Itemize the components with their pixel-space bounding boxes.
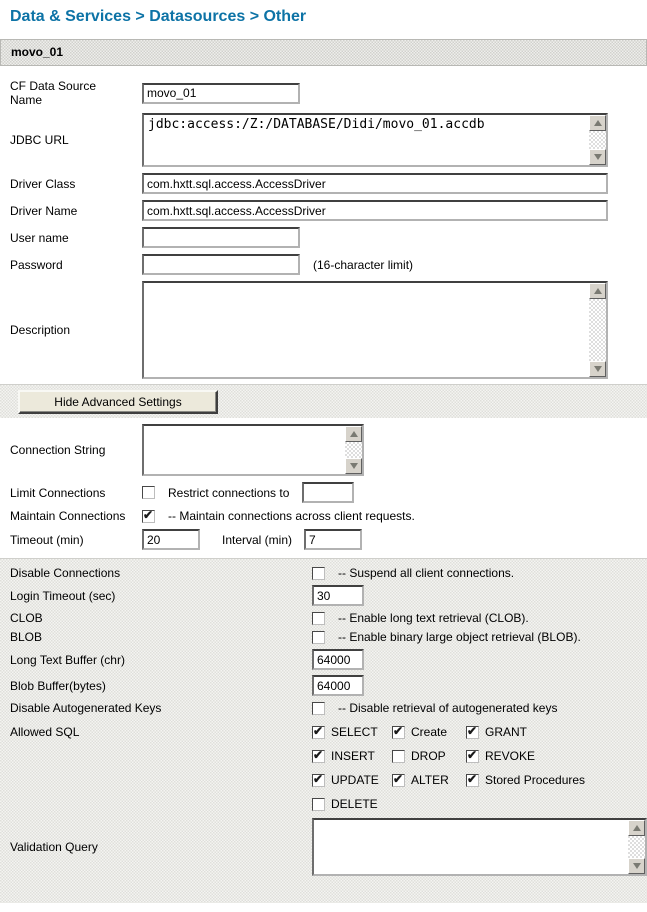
connection-string-label: Connection String (10, 443, 106, 457)
drop-checkbox[interactable] (392, 750, 405, 763)
blob-buffer-label: Blob Buffer(bytes) (10, 678, 106, 693)
driver-class-label: Driver Class (10, 176, 76, 191)
hide-advanced-settings-button[interactable]: Hide Advanced Settings (18, 390, 218, 414)
login-timeout-row (0, 585, 647, 606)
basic-settings-section (0, 66, 647, 384)
disable-autogen-row (0, 701, 647, 715)
allowed-sql-row (0, 720, 647, 816)
validation-query-label: Validation Query (10, 840, 98, 854)
allowed-sql-row-3 (312, 768, 585, 792)
cf-name-input[interactable] (142, 83, 300, 104)
scroll-down-icon[interactable] (628, 858, 645, 874)
sql-option: ✔ REVOKE (466, 749, 535, 763)
long-text-buffer-label: Long Text Buffer (chr) (10, 652, 125, 667)
scroll-up-icon[interactable] (589, 283, 606, 299)
sql-option: ✔ INSERT (312, 749, 392, 763)
disable-connections-row (0, 566, 647, 580)
delete-checkbox[interactable] (312, 798, 325, 811)
password-note: (16-character limit) (313, 257, 414, 272)
allowed-sql-options (312, 720, 585, 816)
sql-option: ✔ Create (392, 725, 466, 739)
login-timeout-label: Login Timeout (sec) (10, 588, 116, 603)
allowed-sql-row-1 (312, 720, 585, 744)
maintain-connections-label: Maintain Connections (10, 509, 126, 523)
password-label: Password (10, 257, 63, 272)
jdbc-url-label: JDBC URL (10, 133, 69, 147)
jdbc-url-textarea[interactable]: jdbc:access:/Z:/DATABASE/Didi/movo_01.accdb (142, 113, 608, 167)
username-label: User name (10, 230, 69, 245)
maintain-connections-checkbox[interactable] (142, 510, 155, 523)
scrollbar[interactable] (589, 283, 606, 377)
limit-connections-row (0, 482, 647, 503)
restrict-connections-input[interactable] (302, 482, 354, 503)
description-textarea[interactable] (142, 281, 608, 379)
cf-name-row (0, 79, 647, 107)
maintain-connections-note: -- Maintain connections across client requests. (168, 509, 415, 523)
disable-autogen-note: -- Disable retrieval of autogenerated keys (338, 701, 558, 715)
long-text-buffer-row (0, 649, 647, 670)
interval-label: Interval (min) (222, 532, 293, 547)
disable-connections-note: -- Suspend all client connections. (338, 566, 515, 580)
interval-input[interactable] (304, 529, 362, 550)
sql-option: ✔ SELECT (312, 725, 392, 739)
sql-option: DROP (392, 749, 466, 763)
username-row (0, 227, 647, 248)
disable-connections-checkbox[interactable] (312, 567, 325, 580)
description-row (0, 281, 647, 379)
clob-note: -- Enable long text retrieval (CLOB). (338, 611, 529, 625)
timeout-input[interactable] (142, 529, 200, 550)
clob-checkbox[interactable] (312, 612, 325, 625)
driver-name-input[interactable] (142, 200, 608, 221)
timeout-row (0, 529, 647, 550)
blob-label: BLOB (10, 630, 43, 644)
password-input[interactable] (142, 254, 300, 275)
blob-buffer-row (0, 675, 647, 696)
alter-checkbox[interactable] (392, 774, 405, 787)
scrollbar[interactable] (345, 426, 362, 474)
driver-class-input[interactable] (142, 173, 608, 194)
sql-option: DELETE (312, 797, 392, 811)
advanced-settings-gray-section (0, 558, 647, 903)
password-row (0, 254, 647, 275)
connection-string-row (0, 424, 647, 476)
maintain-connections-row (0, 509, 647, 523)
timeout-label: Timeout (min) (10, 532, 84, 547)
limit-connections-label: Limit Connections (10, 485, 106, 500)
disable-autogen-label: Disable Autogenerated Keys (10, 701, 162, 715)
clob-label: CLOB (10, 611, 43, 625)
long-text-buffer-input[interactable] (312, 649, 364, 670)
allowed-sql-label: Allowed SQL (10, 725, 80, 739)
sql-option: ✔ Stored Procedures (466, 773, 585, 787)
blob-buffer-input[interactable] (312, 675, 364, 696)
update-checkbox[interactable] (312, 774, 325, 787)
sql-option: ✔ ALTER (392, 773, 466, 787)
grant-checkbox[interactable] (466, 726, 479, 739)
revoke-checkbox[interactable] (466, 750, 479, 763)
limit-connections-checkbox[interactable] (142, 486, 155, 499)
advanced-toggle-strip (0, 384, 647, 418)
sql-option: ✔ GRANT (466, 725, 527, 739)
page-title: Data & Services > Datasources > Other (10, 8, 307, 25)
jdbc-url-row (0, 113, 647, 167)
select-checkbox[interactable] (312, 726, 325, 739)
validation-query-textarea[interactable] (312, 818, 647, 876)
scrollbar[interactable] (589, 115, 606, 165)
create-checkbox[interactable] (392, 726, 405, 739)
datasource-section-header: movo_01 (0, 39, 647, 66)
login-timeout-input[interactable] (312, 585, 364, 606)
scroll-down-icon[interactable] (345, 458, 362, 474)
username-input[interactable] (142, 227, 300, 248)
blob-checkbox[interactable] (312, 631, 325, 644)
sql-option: ✔ UPDATE (312, 773, 392, 787)
restrict-connections-label: Restrict connections to (168, 485, 290, 500)
scroll-up-icon[interactable] (345, 426, 362, 442)
scroll-down-icon[interactable] (589, 149, 606, 165)
scroll-up-icon[interactable] (628, 820, 645, 836)
description-label: Description (10, 323, 71, 337)
insert-checkbox[interactable] (312, 750, 325, 763)
driver-name-label: Driver Name (10, 203, 78, 218)
driver-class-row (0, 173, 647, 194)
validation-query-row (0, 818, 647, 876)
clob-row (0, 611, 647, 625)
connection-string-textarea[interactable] (142, 424, 364, 476)
blob-row (0, 630, 647, 644)
stored-procedures-checkbox[interactable] (466, 774, 479, 787)
disable-connections-label: Disable Connections (10, 566, 121, 580)
disable-autogen-checkbox[interactable] (312, 702, 325, 715)
allowed-sql-row-2 (312, 744, 585, 768)
driver-name-row (0, 200, 647, 221)
advanced-settings-section (0, 418, 647, 558)
scroll-up-icon[interactable] (589, 115, 606, 131)
scroll-down-icon[interactable] (589, 361, 606, 377)
blob-note: -- Enable binary large object retrieval (BLOB). (338, 630, 581, 644)
allowed-sql-row-4 (312, 792, 585, 816)
scrollbar[interactable] (628, 820, 645, 874)
cf-name-label: CF Data Source Name (10, 79, 97, 107)
